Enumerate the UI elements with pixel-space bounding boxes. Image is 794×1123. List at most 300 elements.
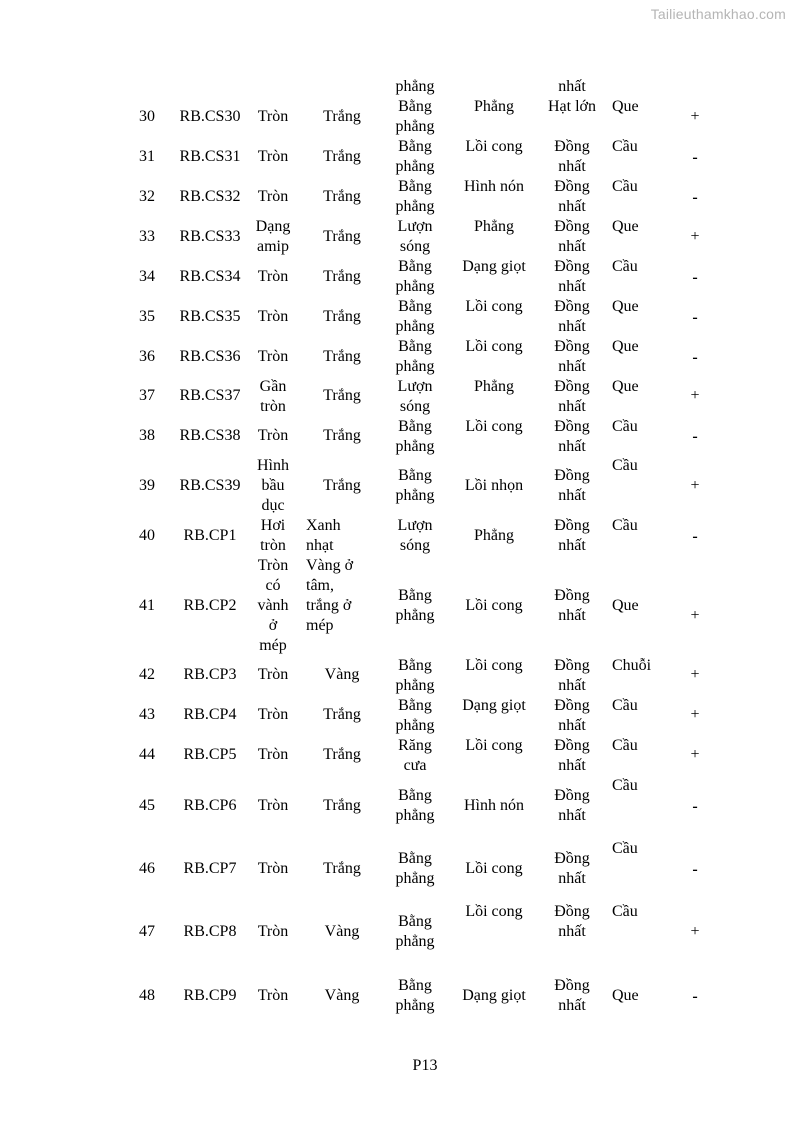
colony-structure-line: nhất bbox=[558, 717, 586, 734]
colony-surface bbox=[388, 466, 442, 506]
colony-edge-line: Phẳng bbox=[474, 527, 514, 544]
colony-surface-line: Bằng bbox=[398, 587, 432, 604]
colony-color-line: Trắng bbox=[323, 477, 361, 494]
colony-structure-line: Đồng bbox=[554, 218, 590, 235]
row-number: 32 bbox=[139, 188, 155, 205]
colony-surface bbox=[388, 912, 442, 952]
colony-surface-line: Bằng bbox=[398, 977, 432, 994]
colony-edge-line: Lồi cong bbox=[465, 737, 523, 754]
colony-surface-line: Bằng bbox=[398, 913, 432, 930]
colony-shape-line: Tròn bbox=[257, 308, 289, 325]
cell-shape bbox=[612, 257, 658, 277]
colony-surface-line: sóng bbox=[399, 537, 431, 554]
cell-shape-line: Que bbox=[612, 98, 639, 115]
gram-stain: + bbox=[690, 108, 700, 125]
colony-shape-line: Gần bbox=[259, 378, 287, 395]
colony-surface-line: Bằng bbox=[398, 138, 432, 155]
colony-edge-line: Lồi nhọn bbox=[464, 477, 524, 494]
colony-edge bbox=[452, 986, 536, 1006]
cell-shape bbox=[612, 736, 658, 756]
colony-color-line: Trắng bbox=[323, 860, 361, 877]
colony-structure-line: nhất bbox=[558, 677, 586, 694]
colony-shape-line: tròn bbox=[260, 398, 286, 415]
cell-shape-line: Cầu bbox=[612, 697, 638, 714]
colony-shape-line: Hình bbox=[257, 457, 289, 474]
colony-surface-line: sóng bbox=[399, 238, 431, 255]
colony-shape bbox=[252, 516, 294, 556]
colony-shape bbox=[252, 745, 294, 765]
colony-shape bbox=[252, 217, 294, 257]
colony-surface-line: Bằng bbox=[398, 258, 432, 275]
colony-shape-line: ở bbox=[268, 617, 278, 634]
gram-stain: + bbox=[690, 228, 700, 245]
colony-color-line: Trắng bbox=[323, 188, 361, 205]
colony-structure-line: nhất bbox=[558, 278, 586, 295]
row-number: 48 bbox=[139, 987, 155, 1004]
gram-stain: + bbox=[690, 666, 700, 683]
colony-color-line: trắng ở bbox=[306, 597, 352, 614]
colony-structure-line: Đồng bbox=[554, 657, 590, 674]
colony-surface bbox=[388, 976, 442, 1016]
colony-edge bbox=[452, 377, 536, 397]
cell-shape-line: Que bbox=[612, 298, 639, 315]
colony-structure bbox=[540, 97, 604, 117]
gram-stain: + bbox=[690, 746, 700, 763]
cell-shape bbox=[612, 656, 658, 676]
colony-structure-line: Đồng bbox=[554, 737, 590, 754]
row-number: 43 bbox=[139, 706, 155, 723]
cell-shape-line: Cầu bbox=[612, 418, 638, 435]
strain-code: RB.CS37 bbox=[179, 387, 241, 404]
colony-surface bbox=[388, 516, 442, 556]
colony-structure bbox=[540, 337, 604, 377]
row-number: 35 bbox=[139, 308, 155, 325]
colony-structure bbox=[540, 516, 604, 556]
colony-edge bbox=[452, 257, 536, 277]
cell-shape-line: Que bbox=[612, 987, 639, 1004]
colony-edge-line: Phẳng bbox=[474, 378, 514, 395]
strain-code: RB.CS36 bbox=[179, 348, 241, 365]
colony-shape bbox=[252, 705, 294, 725]
colony-color-line: Trắng bbox=[323, 228, 361, 245]
strain-code: RB.CP8 bbox=[183, 923, 237, 940]
colony-structure-line: nhất bbox=[558, 487, 586, 504]
gram-stain: - bbox=[692, 988, 698, 1005]
colony-shape-line: tròn bbox=[260, 537, 286, 554]
colony-surface-line: sóng bbox=[399, 398, 431, 415]
colony-surface-line: phẳng bbox=[395, 318, 435, 335]
colony-structure-line: nhất bbox=[558, 870, 586, 887]
colony-color bbox=[304, 267, 380, 287]
row-number: 34 bbox=[139, 268, 155, 285]
strain-code: RB.CS39 bbox=[179, 477, 241, 494]
colony-surface bbox=[388, 377, 442, 417]
watermark: Tailieuthamkhao.com bbox=[650, 6, 786, 22]
colony-shape-line: Hơi bbox=[260, 517, 286, 534]
row-number: 33 bbox=[139, 228, 155, 245]
colony-color-line: Vàng bbox=[324, 923, 360, 940]
colony-surface-line: Lượn bbox=[397, 517, 433, 534]
colony-edge-line: Lồi cong bbox=[465, 903, 523, 920]
row-number: 39 bbox=[139, 477, 155, 494]
colony-shape bbox=[252, 922, 294, 942]
colony-shape-line: amip bbox=[257, 238, 289, 255]
cell-shape bbox=[612, 297, 658, 317]
colony-shape-line: Tròn bbox=[257, 108, 289, 125]
colony-surface-line: phẳng bbox=[395, 997, 435, 1014]
colony-edge bbox=[452, 97, 536, 117]
colony-surface-line: phẳng bbox=[395, 278, 435, 295]
row-number: 46 bbox=[139, 860, 155, 877]
colony-structure-line: Đồng bbox=[554, 787, 590, 804]
strain-code: RB.CS30 bbox=[179, 108, 241, 125]
cell-shape-line: Cầu bbox=[612, 457, 638, 474]
colony-edge-line: Phẳng bbox=[474, 98, 514, 115]
colony-structure-line: nhất bbox=[558, 807, 586, 824]
colony-surface-line: Bằng bbox=[398, 657, 432, 674]
gram-stain: + bbox=[690, 706, 700, 723]
colony-shape bbox=[252, 426, 294, 446]
cell-shape bbox=[612, 776, 658, 796]
cell-shape-line: Que bbox=[612, 338, 639, 355]
colony-surface bbox=[388, 217, 442, 257]
colony-color bbox=[304, 922, 380, 942]
colony-structure bbox=[540, 736, 604, 776]
colony-surface-line: cưa bbox=[403, 757, 427, 774]
colony-color-line: Vàng bbox=[324, 987, 360, 1004]
strain-code: RB.CS32 bbox=[179, 188, 241, 205]
colony-shape-line: Tròn bbox=[257, 746, 289, 763]
colony-edge-line: Lồi cong bbox=[465, 298, 523, 315]
colony-structure-line: nhất bbox=[558, 438, 586, 455]
colony-structure-line: Đồng bbox=[554, 977, 590, 994]
colony-edge bbox=[452, 417, 536, 437]
colony-surface-line: Bằng bbox=[398, 787, 432, 804]
gram-stain: - bbox=[692, 349, 698, 366]
colony-color-line: Trắng bbox=[323, 148, 361, 165]
colony-edge bbox=[452, 476, 536, 496]
colony-structure bbox=[540, 257, 604, 297]
colony-surface-line: phẳng bbox=[395, 158, 435, 175]
colony-shape-line: có bbox=[265, 577, 281, 594]
colony-color-line: tâm, bbox=[306, 577, 334, 594]
colony-structure bbox=[540, 177, 604, 217]
carry-over-structure: nhất bbox=[558, 78, 586, 95]
colony-color-line: Vàng ở bbox=[306, 557, 354, 574]
colony-color-line: mép bbox=[306, 617, 334, 634]
colony-color bbox=[304, 426, 380, 446]
colony-structure-line: Đồng bbox=[554, 850, 590, 867]
cell-shape bbox=[612, 137, 658, 157]
cell-shape-line: Que bbox=[612, 218, 639, 235]
colony-surface-line: Lượn bbox=[397, 218, 433, 235]
strain-code: RB.CP2 bbox=[183, 597, 237, 614]
colony-color bbox=[304, 665, 380, 685]
cell-shape bbox=[612, 217, 658, 237]
colony-color bbox=[304, 386, 380, 406]
colony-edge-line: Lồi cong bbox=[465, 138, 523, 155]
colony-surface-line: Bằng bbox=[398, 467, 432, 484]
colony-color-line: Trắng bbox=[323, 308, 361, 325]
colony-surface bbox=[388, 137, 442, 177]
strain-code: RB.CP7 bbox=[183, 860, 237, 877]
colony-surface-line: phẳng bbox=[395, 487, 435, 504]
cell-shape-line: Cầu bbox=[612, 258, 638, 275]
cell-shape bbox=[612, 337, 658, 357]
colony-edge bbox=[452, 297, 536, 317]
colony-structure-line: nhất bbox=[558, 537, 586, 554]
strain-code: RB.CS34 bbox=[179, 268, 241, 285]
colony-color-line: Trắng bbox=[323, 746, 361, 763]
colony-edge bbox=[452, 902, 536, 922]
colony-structure-line: nhất bbox=[558, 923, 586, 940]
colony-surface-line: Lượn bbox=[397, 378, 433, 395]
gram-stain: - bbox=[692, 528, 698, 545]
colony-surface-line: phẳng bbox=[395, 607, 435, 624]
colony-structure bbox=[540, 137, 604, 177]
colony-shape-line: mép bbox=[259, 637, 287, 654]
strain-code: RB.CS31 bbox=[179, 148, 241, 165]
cell-shape bbox=[612, 97, 658, 117]
colony-surface-line: Răng bbox=[398, 737, 432, 754]
colony-shape-line: Tròn bbox=[257, 348, 289, 365]
row-number: 41 bbox=[139, 597, 155, 614]
colony-structure bbox=[540, 902, 604, 942]
strain-code: RB.CP5 bbox=[183, 746, 237, 763]
colony-shape-line: Tròn bbox=[257, 427, 289, 444]
colony-shape-line: Tròn bbox=[257, 860, 289, 877]
colony-structure-line: Đồng bbox=[554, 517, 590, 534]
colony-surface-line: Bằng bbox=[398, 418, 432, 435]
strain-code: RB.CP1 bbox=[183, 527, 237, 544]
colony-surface-line: phẳng bbox=[395, 870, 435, 887]
colony-structure-line: Đồng bbox=[554, 338, 590, 355]
carry-over-surface: phẳng bbox=[395, 78, 435, 95]
colony-color bbox=[304, 705, 380, 725]
colony-edge bbox=[452, 796, 536, 816]
colony-shape bbox=[252, 665, 294, 685]
cell-shape bbox=[612, 696, 658, 716]
colony-color bbox=[304, 859, 380, 879]
colony-edge bbox=[452, 736, 536, 756]
strain-code: RB.CS35 bbox=[179, 308, 241, 325]
colony-edge-line: Dạng giọt bbox=[462, 697, 526, 714]
row-number: 47 bbox=[139, 923, 155, 940]
colony-edge bbox=[452, 596, 536, 616]
colony-structure-line: Đồng bbox=[554, 467, 590, 484]
gram-stain: + bbox=[690, 387, 700, 404]
colony-edge-line: Lồi cong bbox=[465, 657, 523, 674]
colony-shape-line: Tròn bbox=[257, 557, 289, 574]
cell-shape bbox=[612, 986, 658, 1006]
gram-stain: - bbox=[692, 149, 698, 166]
cell-shape bbox=[612, 596, 658, 616]
cell-shape bbox=[612, 377, 658, 397]
colony-structure bbox=[540, 377, 604, 417]
colony-edge-line: Lồi cong bbox=[465, 597, 523, 614]
row-number: 38 bbox=[139, 427, 155, 444]
cell-shape-line: Cầu bbox=[612, 138, 638, 155]
colony-structure-line: Đồng bbox=[554, 298, 590, 315]
gram-stain: + bbox=[690, 923, 700, 940]
colony-color-line: Trắng bbox=[323, 706, 361, 723]
colony-shape-line: Tròn bbox=[257, 268, 289, 285]
colony-edge-line: Lồi cong bbox=[465, 418, 523, 435]
colony-surface bbox=[388, 786, 442, 826]
colony-surface-line: Bằng bbox=[398, 98, 432, 115]
colony-shape-line: Tròn bbox=[257, 188, 289, 205]
strain-code: RB.CS38 bbox=[179, 427, 241, 444]
colony-structure-line: nhất bbox=[558, 607, 586, 624]
colony-color-line: Trắng bbox=[323, 348, 361, 365]
colony-color bbox=[304, 745, 380, 765]
colony-color-line: Trắng bbox=[323, 268, 361, 285]
colony-color-line: Xanh bbox=[306, 517, 341, 534]
colony-edge-line: Hình nón bbox=[464, 797, 524, 814]
colony-color bbox=[304, 187, 380, 207]
colony-structure bbox=[540, 417, 604, 457]
row-number: 31 bbox=[139, 148, 155, 165]
colony-structure-line: Đồng bbox=[554, 258, 590, 275]
colony-shape-line: vành bbox=[257, 597, 289, 614]
colony-structure-line: nhất bbox=[558, 238, 586, 255]
row-number: 44 bbox=[139, 746, 155, 763]
colony-shape bbox=[252, 556, 294, 656]
colony-edge bbox=[452, 696, 536, 716]
colony-edge bbox=[452, 859, 536, 879]
colony-shape bbox=[252, 307, 294, 327]
colony-surface bbox=[388, 656, 442, 696]
colony-surface-line: phẳng bbox=[395, 807, 435, 824]
colony-structure bbox=[540, 976, 604, 1016]
colony-color-line: Vàng bbox=[324, 666, 360, 683]
colony-shape bbox=[252, 986, 294, 1006]
cell-shape bbox=[612, 456, 658, 476]
colony-edge-line: Lồi cong bbox=[465, 860, 523, 877]
gram-stain: - bbox=[692, 309, 698, 326]
strain-code: RB.CP4 bbox=[183, 706, 237, 723]
colony-structure-line: Đồng bbox=[554, 903, 590, 920]
colony-shape bbox=[252, 347, 294, 367]
colony-edge-line: Dạng giọt bbox=[462, 987, 526, 1004]
colony-surface-line: phẳng bbox=[395, 118, 435, 135]
colony-shape-line: dục bbox=[261, 497, 285, 514]
colony-color bbox=[304, 476, 380, 496]
colony-surface-line: Bằng bbox=[398, 338, 432, 355]
colony-surface bbox=[388, 849, 442, 889]
colony-edge-line: Phẳng bbox=[474, 218, 514, 235]
colony-structure-line: Đồng bbox=[554, 378, 590, 395]
cell-shape bbox=[612, 902, 658, 922]
colony-shape-line: Tròn bbox=[257, 666, 289, 683]
colony-shape bbox=[252, 796, 294, 816]
row-number: 36 bbox=[139, 348, 155, 365]
colony-shape bbox=[252, 107, 294, 127]
strain-code: RB.CP6 bbox=[183, 797, 237, 814]
colony-shape-line: Dạng bbox=[255, 218, 291, 235]
colony-surface-line: phẳng bbox=[395, 438, 435, 455]
colony-color-line: Trắng bbox=[323, 797, 361, 814]
gram-stain: - bbox=[692, 189, 698, 206]
row-number: 42 bbox=[139, 666, 155, 683]
colony-shape-line: Tròn bbox=[257, 148, 289, 165]
colony-color-line: Trắng bbox=[323, 427, 361, 444]
colony-surface bbox=[388, 297, 442, 337]
colony-surface-line: phẳng bbox=[395, 717, 435, 734]
colony-color bbox=[304, 307, 380, 327]
cell-shape-line: Cầu bbox=[612, 737, 638, 754]
cell-shape-line: Cầu bbox=[612, 777, 638, 794]
colony-shape-line: Tròn bbox=[257, 797, 289, 814]
colony-edge-line: Hình nón bbox=[464, 178, 524, 195]
gram-stain: - bbox=[692, 428, 698, 445]
colony-edge bbox=[452, 526, 536, 546]
cell-shape-line: Cầu bbox=[612, 178, 638, 195]
colony-structure bbox=[540, 586, 604, 626]
colony-surface bbox=[388, 257, 442, 297]
cell-shape-line: Cầu bbox=[612, 903, 638, 920]
colony-structure-line: nhất bbox=[558, 358, 586, 375]
colony-structure bbox=[540, 217, 604, 257]
colony-color-line: nhạt bbox=[306, 537, 334, 554]
colony-structure bbox=[540, 466, 604, 506]
colony-color bbox=[304, 107, 380, 127]
colony-surface bbox=[388, 696, 442, 736]
colony-color-line: Trắng bbox=[323, 387, 361, 404]
page-number: P13 bbox=[412, 1057, 438, 1074]
cell-shape-line: Cầu bbox=[612, 840, 638, 857]
colony-structure bbox=[540, 786, 604, 826]
colony-structure-line: Hạt lớn bbox=[547, 98, 596, 115]
colony-surface bbox=[388, 736, 442, 776]
colony-shape-line: Tròn bbox=[257, 923, 289, 940]
colony-color bbox=[304, 227, 380, 247]
colony-color bbox=[304, 347, 380, 367]
strain-code: RB.CP3 bbox=[183, 666, 237, 683]
cell-shape bbox=[612, 177, 658, 197]
colony-structure-line: Đồng bbox=[554, 418, 590, 435]
colony-structure bbox=[540, 656, 604, 696]
colony-structure-line: Đồng bbox=[554, 587, 590, 604]
colony-edge bbox=[452, 656, 536, 676]
colony-edge-line: Lồi cong bbox=[465, 338, 523, 355]
colony-surface-line: phẳng bbox=[395, 198, 435, 215]
colony-structure-line: nhất bbox=[558, 997, 586, 1014]
colony-surface bbox=[388, 97, 442, 137]
colony-structure-line: nhất bbox=[558, 398, 586, 415]
colony-color bbox=[304, 796, 380, 816]
colony-structure bbox=[540, 696, 604, 736]
gram-stain: - bbox=[692, 269, 698, 286]
colony-structure bbox=[540, 849, 604, 889]
colony-color bbox=[306, 556, 378, 636]
gram-stain: + bbox=[690, 477, 700, 494]
colony-edge bbox=[452, 137, 536, 157]
colony-edge bbox=[452, 177, 536, 197]
colony-shape bbox=[252, 377, 294, 417]
colony-color-line: Trắng bbox=[323, 108, 361, 125]
colony-shape-line: Tròn bbox=[257, 987, 289, 1004]
colony-shape bbox=[252, 859, 294, 879]
colony-shape bbox=[252, 456, 294, 516]
colony-structure bbox=[540, 297, 604, 337]
colony-color bbox=[304, 147, 380, 167]
colony-surface-line: Bằng bbox=[398, 697, 432, 714]
colony-surface bbox=[388, 177, 442, 217]
colony-surface-line: Bằng bbox=[398, 298, 432, 315]
colony-shape bbox=[252, 267, 294, 287]
row-number: 30 bbox=[139, 108, 155, 125]
